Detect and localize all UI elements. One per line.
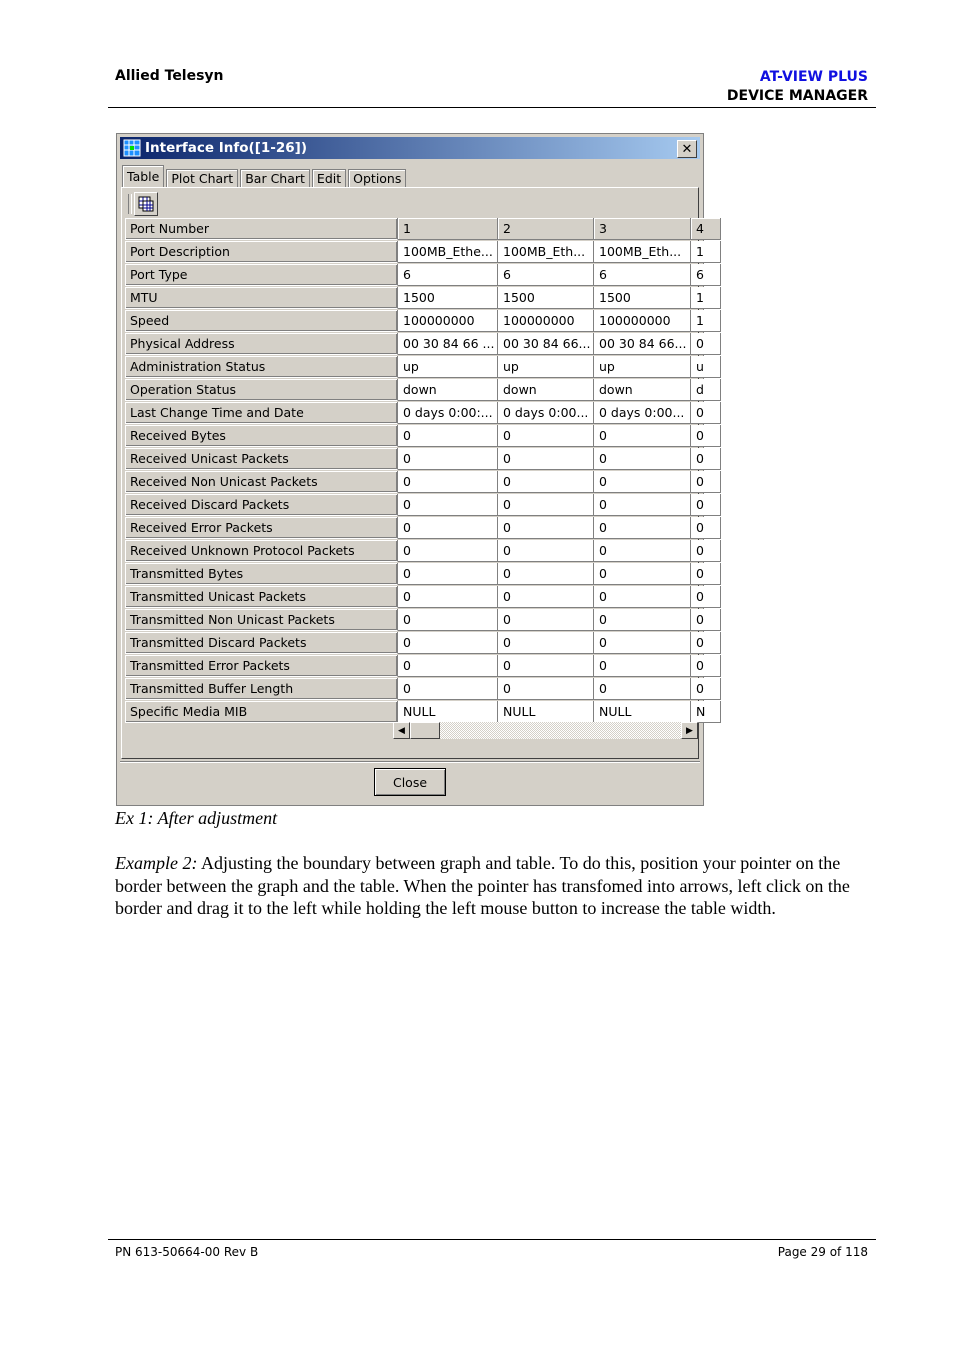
table-cell[interactable]: up <box>498 356 594 378</box>
table-cell[interactable]: 0 <box>594 425 691 447</box>
scroll-left-icon[interactable]: ◀ <box>393 722 410 739</box>
row-label: Received Discard Packets <box>125 494 398 516</box>
table-cell[interactable]: 1500 <box>594 287 691 309</box>
table-view-button[interactable] <box>134 192 158 216</box>
table-cell[interactable]: d <box>691 379 721 401</box>
table-cell[interactable]: 0 <box>498 563 594 585</box>
figure-caption: Ex 1: After adjustment <box>115 808 278 828</box>
table-cell[interactable]: down <box>594 379 691 401</box>
table-cell[interactable]: 0 <box>691 586 721 608</box>
table-cell[interactable]: 6 <box>398 264 498 286</box>
table-cell[interactable]: 0 <box>594 586 691 608</box>
row-label: Received Bytes <box>125 425 398 447</box>
tab-bar <box>122 165 408 187</box>
table-cell[interactable]: up <box>594 356 691 378</box>
close-icon[interactable]: ✕ <box>677 140 697 158</box>
table-cell[interactable]: 0 days 0:00:... <box>398 402 498 424</box>
table-cell[interactable]: 0 <box>498 586 594 608</box>
table-cell[interactable]: 0 <box>398 586 498 608</box>
table-cell[interactable]: 4 <box>691 218 721 240</box>
row-label: Speed <box>125 310 398 332</box>
table-cell[interactable]: 6 <box>594 264 691 286</box>
table-cell[interactable]: 0 <box>498 448 594 470</box>
table-cell[interactable]: 0 <box>398 517 498 539</box>
section-name: DEVICE MANAGER <box>726 88 868 104</box>
table-cell[interactable]: 100000000 <box>498 310 594 332</box>
table-cell[interactable]: 100000000 <box>398 310 498 332</box>
row-label: Transmitted Bytes <box>125 563 398 585</box>
row-label: Received Error Packets <box>125 517 398 539</box>
table-cell[interactable]: 00 30 84 66... <box>594 333 691 355</box>
table-cell[interactable]: up <box>398 356 498 378</box>
table-cell[interactable]: 0 <box>498 517 594 539</box>
table-cell[interactable]: 100000000 <box>594 310 691 332</box>
table-cell[interactable]: 0 <box>398 678 498 700</box>
row-label: Operation Status <box>125 379 398 401</box>
row-label: Received Unknown Protocol Packets <box>125 540 398 562</box>
interface-info-dialog <box>116 133 704 806</box>
table-cell[interactable]: 0 <box>398 471 498 493</box>
row-label: Transmitted Error Packets <box>125 655 398 677</box>
body-paragraph <box>115 852 875 920</box>
table-cell[interactable]: 1 <box>691 287 721 309</box>
table-cell[interactable]: 1 <box>398 218 498 240</box>
table-cell[interactable]: down <box>398 379 498 401</box>
table-cell[interactable]: 0 <box>498 632 594 654</box>
grid-app-icon <box>123 139 141 157</box>
table-cell[interactable]: 0 <box>594 517 691 539</box>
row-label: Port Type <box>125 264 398 286</box>
table-cell[interactable]: 1 <box>691 241 721 263</box>
table-cell[interactable]: 0 <box>498 540 594 562</box>
row-label: Transmitted Buffer Length <box>125 678 398 700</box>
horizontal-scrollbar[interactable] <box>393 722 698 739</box>
close-button[interactable]: Close <box>374 768 446 796</box>
title-bar[interactable] <box>120 137 700 159</box>
table-cell[interactable]: 0 <box>398 540 498 562</box>
table-cell[interactable]: 0 <box>691 448 721 470</box>
row-label: Received Non Unicast Packets <box>125 471 398 493</box>
part-number: PN 613-50664-00 Rev B <box>115 1245 259 1259</box>
header-divider <box>108 107 876 108</box>
table-cell[interactable]: 0 <box>498 471 594 493</box>
table-cell[interactable]: NULL <box>594 701 691 723</box>
table-cell[interactable]: 100MB_Eth... <box>498 241 594 263</box>
table-cell[interactable]: 0 <box>691 678 721 700</box>
company-name: Allied Telesyn <box>115 68 224 84</box>
header-right <box>727 68 868 106</box>
footer-divider <box>108 1239 876 1240</box>
row-label: Specific Media MIB <box>125 701 398 723</box>
table-cell[interactable]: 0 <box>498 425 594 447</box>
table-cell[interactable]: 0 <box>691 425 721 447</box>
tab-edit[interactable]: Edit <box>312 169 346 187</box>
row-label: Physical Address <box>125 333 398 355</box>
table-cell[interactable]: 0 <box>691 333 721 355</box>
table-panel <box>121 187 706 759</box>
table-cell[interactable]: 100MB_Eth... <box>594 241 691 263</box>
table-cell[interactable]: N <box>691 701 721 723</box>
dialog-divider <box>120 761 700 763</box>
table-cell[interactable]: 0 <box>398 448 498 470</box>
tab-plot-chart[interactable]: Plot Chart <box>166 169 238 187</box>
row-label: Port Description <box>125 241 398 263</box>
table-cell[interactable]: 0 days 0:00... <box>498 402 594 424</box>
table-cell[interactable]: 0 <box>398 655 498 677</box>
table-cell[interactable]: 0 <box>594 655 691 677</box>
table-cell[interactable]: 1 <box>691 310 721 332</box>
row-label: Received Unicast Packets <box>125 448 398 470</box>
table-cell[interactable]: 0 <box>398 563 498 585</box>
scroll-thumb[interactable] <box>410 722 440 739</box>
table-cell[interactable]: 0 <box>691 402 721 424</box>
table-cell[interactable]: down <box>498 379 594 401</box>
table-cell[interactable]: 0 <box>398 632 498 654</box>
page-number: Page 29 of 118 <box>777 1245 868 1259</box>
table-cell[interactable]: 0 <box>398 494 498 516</box>
table-cell[interactable]: 0 <box>594 678 691 700</box>
table-cell[interactable]: 3 <box>594 218 691 240</box>
table-cell[interactable]: 0 <box>691 632 721 654</box>
tab-options[interactable]: Options <box>348 169 406 187</box>
table-cell[interactable]: 00 30 84 66 ... <box>398 333 498 355</box>
row-label: Transmitted Non Unicast Packets <box>125 609 398 631</box>
row-label: Transmitted Discard Packets <box>125 632 398 654</box>
example-label: Example 2: <box>115 853 198 873</box>
table-cell[interactable]: NULL <box>498 701 594 723</box>
table-cell[interactable]: 0 <box>691 517 721 539</box>
table-cell[interactable]: u <box>691 356 721 378</box>
row-label: MTU <box>125 287 398 309</box>
table-cell[interactable]: 100MB_Ethe... <box>398 241 498 263</box>
table-cell[interactable]: 0 <box>398 425 498 447</box>
table-cell[interactable]: 0 <box>498 678 594 700</box>
table-cell[interactable]: 0 <box>594 494 691 516</box>
table-cell[interactable]: 6 <box>498 264 594 286</box>
dialog-title: Interface Info([1-26]) <box>145 140 307 156</box>
tab-bar-chart[interactable]: Bar Chart <box>240 169 310 187</box>
table-cell[interactable]: 0 <box>691 540 721 562</box>
table-cell[interactable]: 0 <box>594 448 691 470</box>
paragraph-text: Adjusting the boundary between graph and table. To do this, position your pointer on the border between the graph and the table. When the pointer has transfomed into arrows, left click on the border and drag it to the left while holding the left mouse button to increase the table width. <box>115 853 850 918</box>
table-cell[interactable]: 0 <box>594 540 691 562</box>
table-cell[interactable]: 0 <box>498 655 594 677</box>
table-cell[interactable]: 0 <box>594 609 691 631</box>
table-cell[interactable]: 2 <box>498 218 594 240</box>
toolbar-separator <box>128 194 132 214</box>
table-cell[interactable]: 00 30 84 66... <box>498 333 594 355</box>
table-cell[interactable]: 0 <box>594 632 691 654</box>
table-cell[interactable]: 1500 <box>398 287 498 309</box>
table-cell[interactable]: 0 <box>691 609 721 631</box>
interface-table <box>125 218 706 725</box>
table-cell[interactable]: 0 days 0:00... <box>594 402 691 424</box>
table-cell[interactable]: 0 <box>498 494 594 516</box>
table-cell[interactable]: 0 <box>398 609 498 631</box>
row-label: Port Number <box>125 218 398 240</box>
product-name: AT-VIEW PLUS <box>759 69 868 85</box>
table-cell[interactable]: 6 <box>691 264 721 286</box>
table-grid-icon <box>137 195 155 213</box>
table-cell[interactable]: 0 <box>691 494 721 516</box>
table-cell[interactable]: 0 <box>498 609 594 631</box>
table-cell[interactable]: 0 <box>691 563 721 585</box>
row-label: Transmitted Unicast Packets <box>125 586 398 608</box>
table-cell[interactable]: 0 <box>691 655 721 677</box>
table-cell[interactable]: 1500 <box>498 287 594 309</box>
tab-table[interactable]: Table <box>122 165 164 187</box>
table-cell[interactable]: NULL <box>398 701 498 723</box>
table-cell[interactable]: 0 <box>691 471 721 493</box>
row-label: Last Change Time and Date <box>125 402 398 424</box>
table-cell[interactable]: 0 <box>594 471 691 493</box>
scroll-right-icon[interactable]: ▶ <box>681 722 698 739</box>
table-cell[interactable]: 0 <box>594 563 691 585</box>
row-label: Administration Status <box>125 356 398 378</box>
